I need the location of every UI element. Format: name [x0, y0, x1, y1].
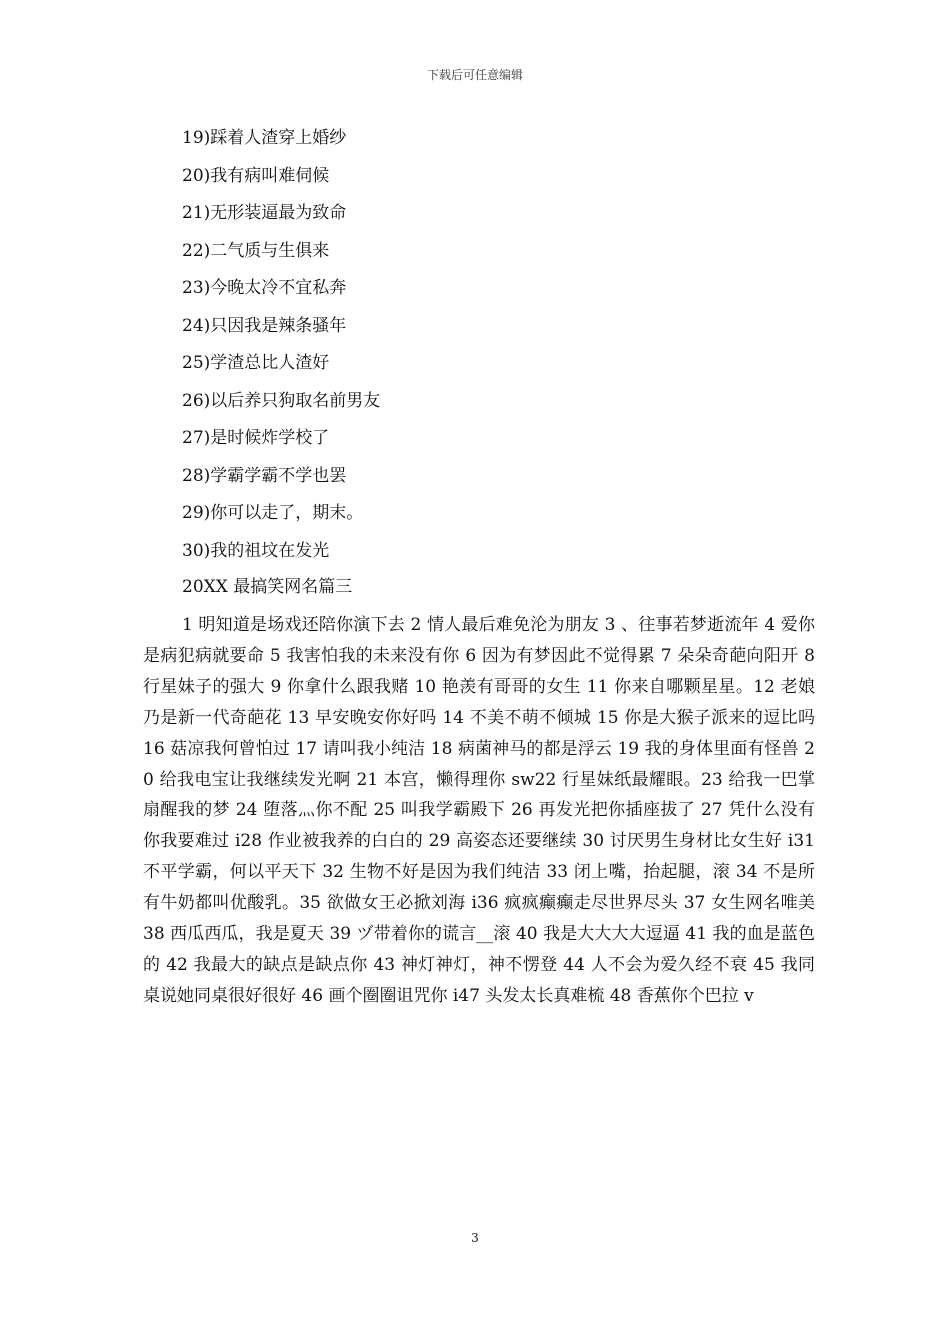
list-item: 25)学渣总比人渣好 [182, 353, 330, 373]
page-header: 下载后可任意编辑 [426, 68, 523, 82]
list-item: 24)只因我是辣条骚年 [182, 315, 347, 336]
list-item: 27)是时候炸学校了 [182, 428, 330, 448]
nickname-list [182, 124, 822, 574]
section-title: 20XX 最搞笑网名篇三 [182, 577, 353, 597]
list-item: 28)学霸学霸不学也罢 [182, 465, 347, 486]
body-paragraph: 1 明知道是场戏还陪你演下去 2 情人最后难免沦为朋友 3 、往事若梦逝流年 4 爱你是病犯病就要命 5 我害怕我的未来没有你 6 因为有梦因此不觉得累 7 朵朵奇葩向阳开 8 行星妹子的强大 9 你拿什么跟我赌 10 艳羡有哥哥的女生 11 你来自哪颗星星。12 老娘乃是新一代奇葩花 13 早安晚安你好吗 14 不美不萌不倾城 15 你是大猴子派来的逗比吗 16 菇凉我何曾怕过 17 请叫我小纯洁 18 病菌神马的都是浮云 19 我的身体里面有怪兽 20 给我电宝让我继续发光啊 21 本宫，懒得理你 sw22 行星妹纸最耀眼。23 给我一巴掌扇醒我的梦 24 堕落灬你不配 25 叫我学霸殿下 26 再发光把你插座拔了 27 凭什么没有你我要难过 i28 作业被我养的白白的 29 高姿态还要继续 30 讨厌男生身材比女生好 i31 不平学霸，何以平天下 32 生物不好是因为我们纯洁 33 闭上嘴，抬起腿，滚 34 不是所有牛奶都叫优酸乳。35 欲做女王必掀刘海 i36 疯疯癫癫走尽世界尽头 37 女生网名唯美 38 西瓜西瓜，我是夏天 39 ヅ带着你的谎言__滚 40 我是大大大大逗逼 41 我的血是蓝色的 42 我最大的缺点是缺点你 43 神灯神灯，神不愣登 44 人不会为爱久经不衰 45 我同桌说她同桌很好很好 46 画个圈圈诅咒你 i47 头发太长真难梳 48 香蕉你个巴拉 v [143, 615, 815, 1006]
list-item: 22)二气质与生俱来 [182, 240, 330, 261]
list-item: 29)你可以走了，期末。 [182, 503, 364, 523]
list-item: 23)今晚太冷不宜私奔 [182, 278, 347, 298]
list-item: 30)我的祖坟在发光 [182, 540, 330, 561]
list-item: 19)踩着人渣穿上婚纱 [182, 128, 347, 148]
page-number: 3 [471, 1231, 479, 1245]
list-item: 21)无形装逼最为致命 [182, 203, 347, 223]
list-item: 20)我有病叫难伺候 [182, 165, 330, 186]
list-item: 26)以后养只狗取名前男友 [182, 390, 381, 411]
